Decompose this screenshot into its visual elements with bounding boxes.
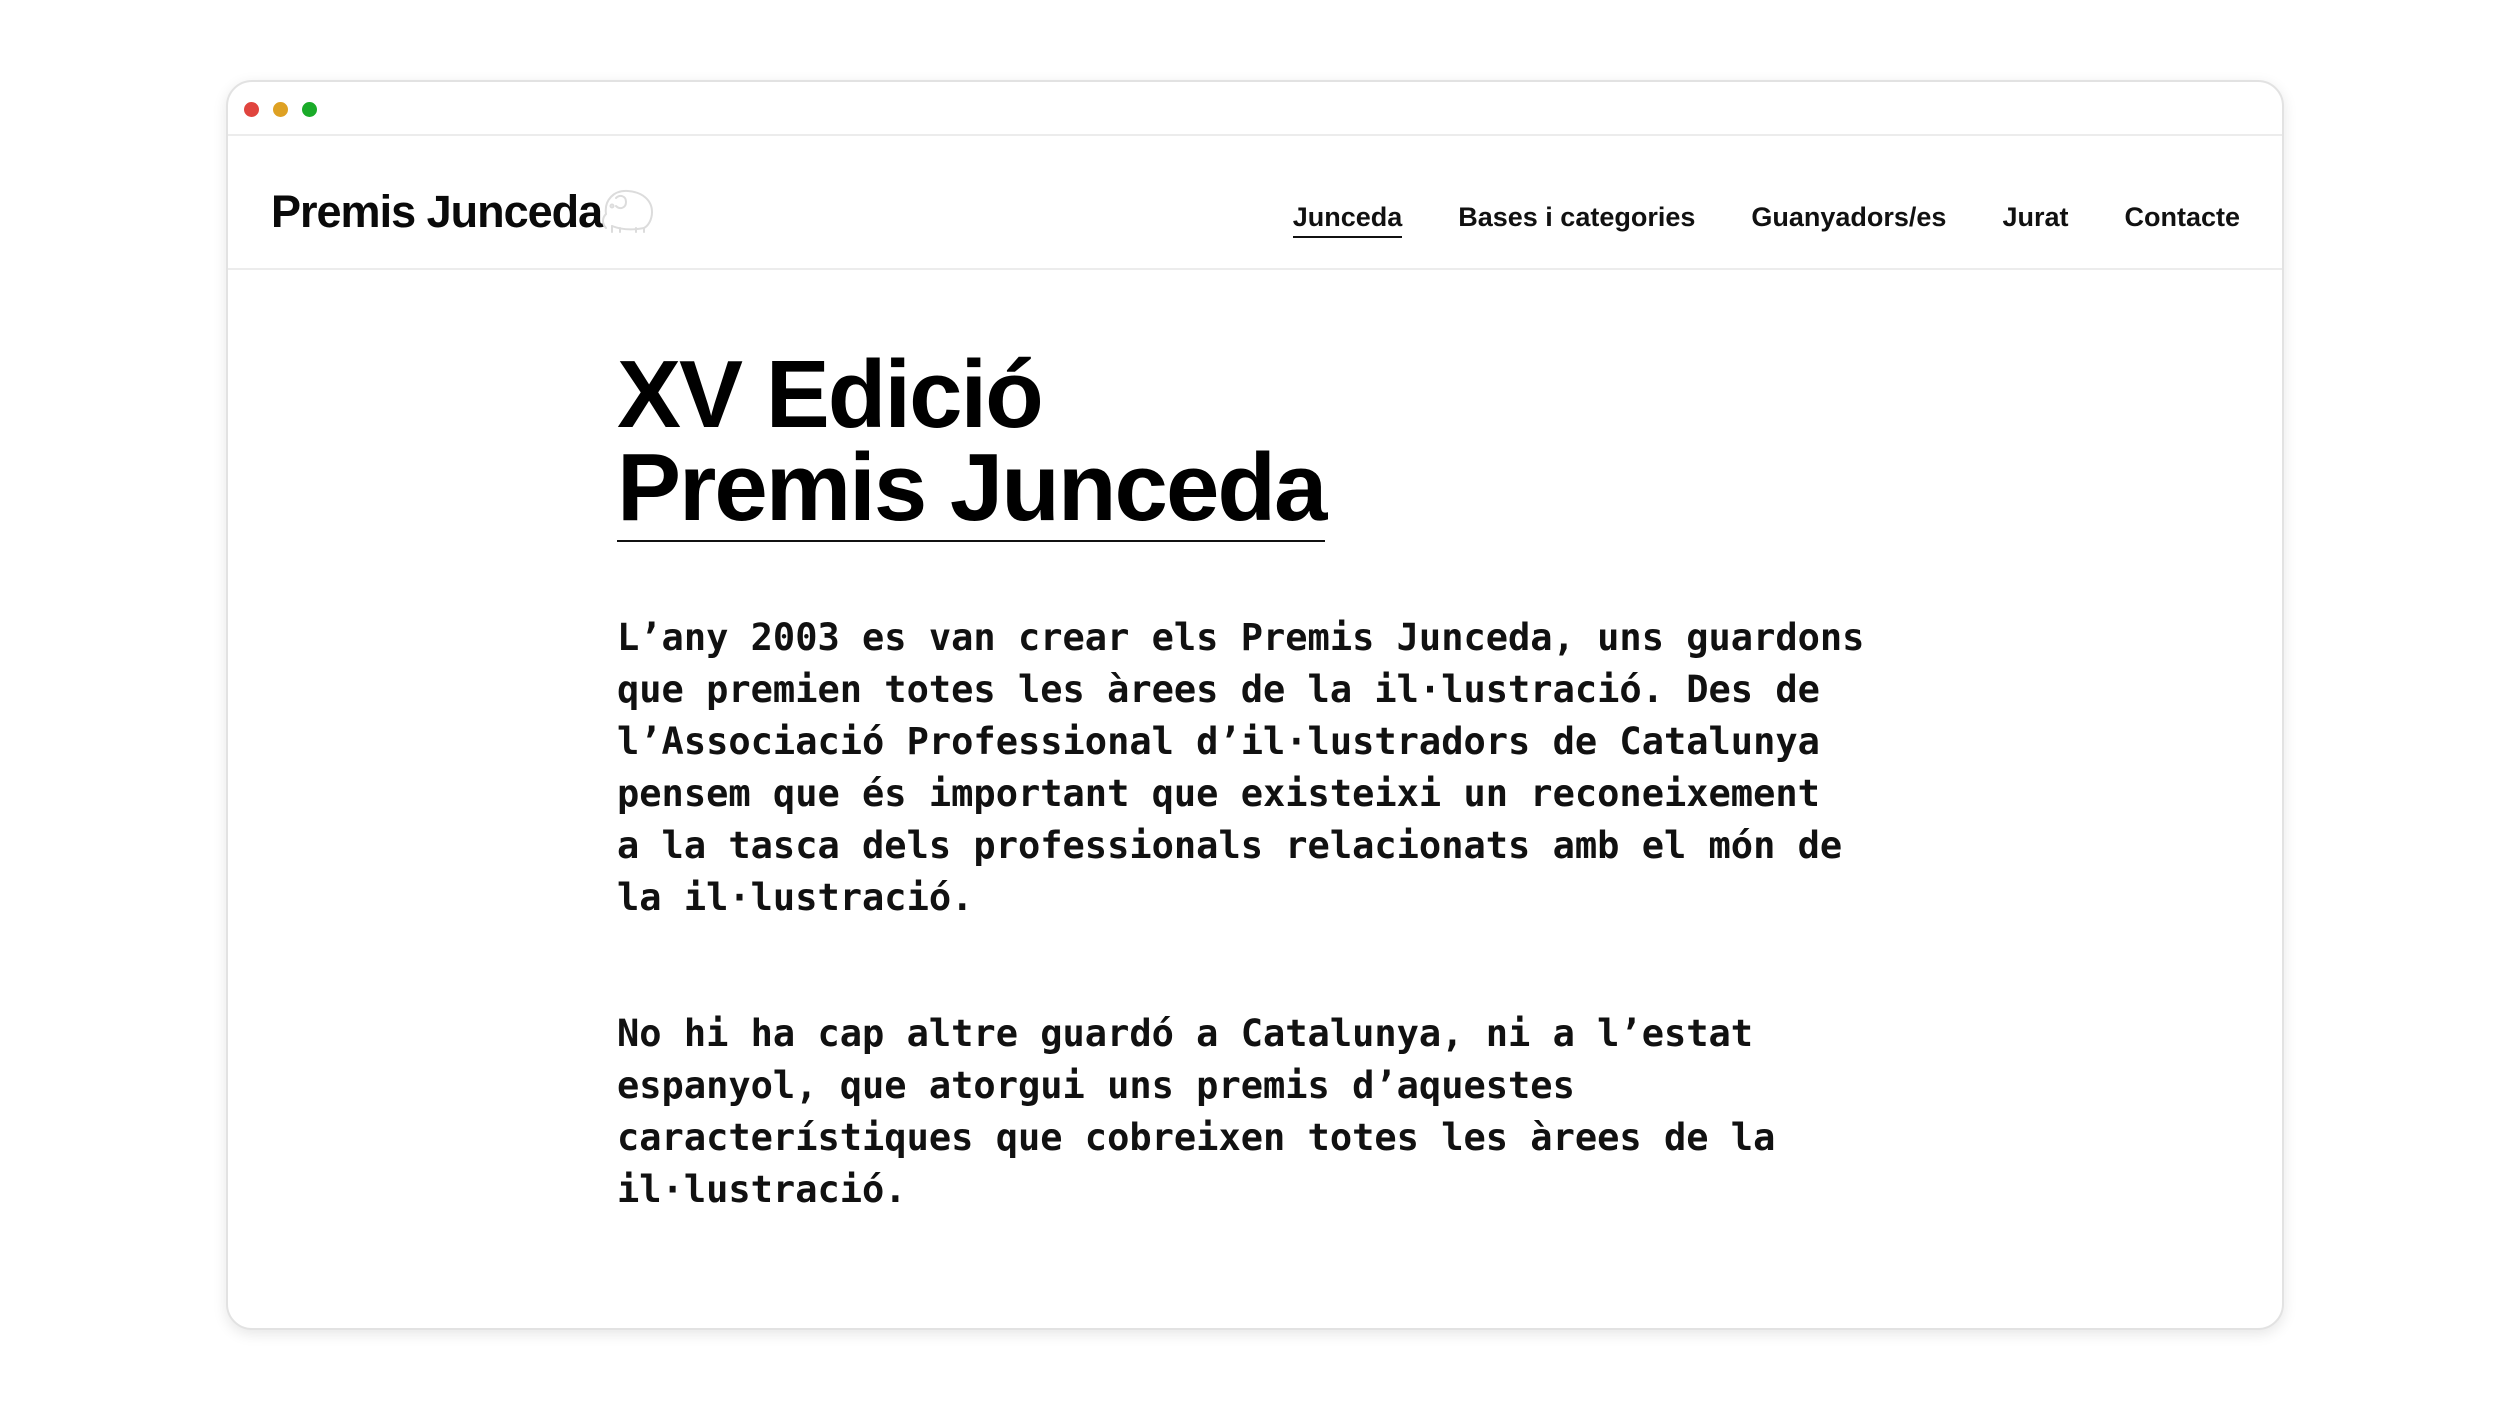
second-paragraph: No hi ha cap altre guardó a Catalunya, ni a l’estat espanyol, que atorgui uns premis d’aquestes característiques que cobreixen totes les àrees de la il·lustració.: [617, 1012, 1776, 1211]
page-title: [617, 341, 1326, 542]
nav-item-contacte[interactable]: Contacte: [2124, 202, 2240, 232]
elephant-sketch-icon: [598, 184, 660, 234]
nav-item-bases-i-categories[interactable]: Bases i categories: [1458, 202, 1696, 232]
close-window-button[interactable]: [244, 102, 259, 117]
page-title-line-1: XV Edició: [617, 341, 1042, 448]
window-titlebar: [228, 82, 2282, 136]
site-header: [228, 136, 2282, 270]
maximize-window-button[interactable]: [302, 102, 317, 117]
intro-paragraph: L’any 2003 es van crear els Premis Junceda, uns guardons que premien totes les àrees de la il·lustració. Des de l’Associació Professional d’il·lustradors de Catalunya pensem que és important que existeixi un reconeixement a la tasca dels professionals relacionats amb el món de la il·lustració.: [617, 616, 1865, 919]
main-content: [617, 341, 1917, 1216]
page-title-line-2: Premis Junceda: [617, 434, 1326, 541]
minimize-window-button[interactable]: [273, 102, 288, 117]
nav-item-jurat[interactable]: Jurat: [2002, 202, 2069, 232]
nav-item-junceda[interactable]: Junceda: [1293, 202, 1403, 238]
browser-window: [226, 80, 2284, 1330]
site-logo-link[interactable]: Premis Junceda: [271, 186, 603, 237]
main-navigation: [1293, 202, 2240, 238]
nav-item-guanyadors[interactable]: Guanyadors/es: [1751, 202, 1947, 232]
